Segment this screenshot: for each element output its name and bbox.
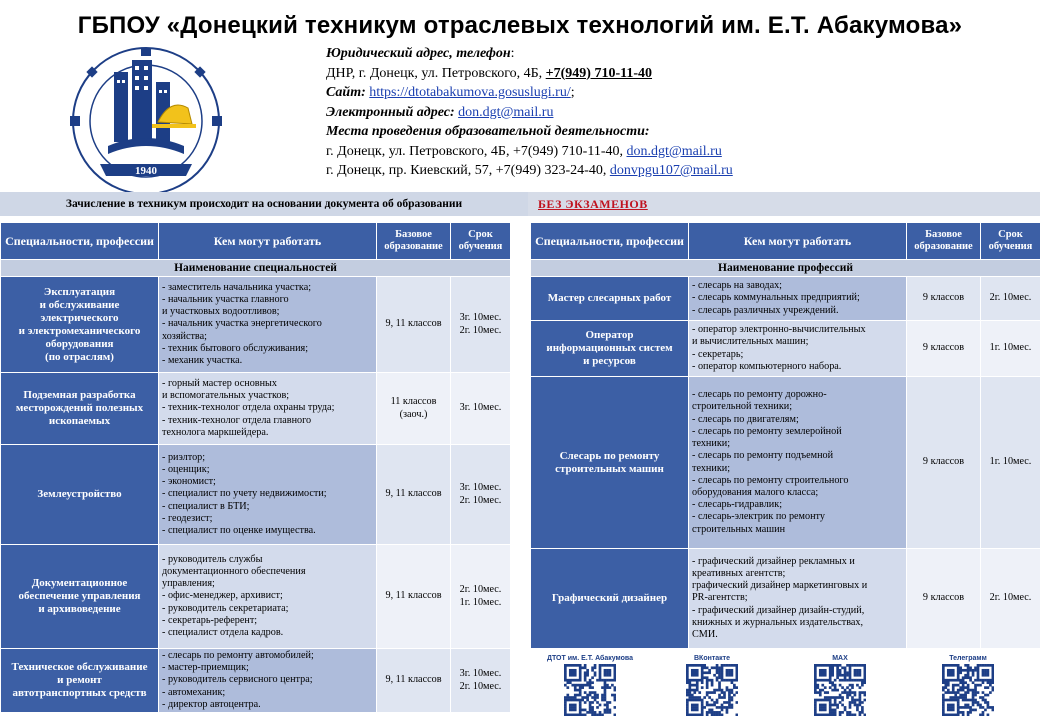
qr-label: ДТОТ им. Е.Т. Абакумова bbox=[546, 655, 634, 662]
base-education: 9, 11 классов bbox=[377, 545, 451, 649]
places-label: Места проведения образовательной деятельности: bbox=[326, 124, 650, 139]
base-education: 9 классов bbox=[907, 377, 981, 549]
vk-qr-code-icon[interactable] bbox=[686, 664, 738, 716]
table-row bbox=[1, 649, 511, 713]
specialty-name: Слесарь по ремонту строительных машин bbox=[531, 377, 689, 549]
specialty-name: Эксплуатация и обслуживание электрического и электромеханического оборудования (по отраслям) bbox=[1, 277, 159, 373]
jobs-list: - руководитель службы документационного обеспечения управления; - офис-менеджер, архивист; - руководитель секретариата; - секретарь-референт; - специалист отдела кадров. bbox=[159, 545, 377, 649]
base-education: 9, 11 классов bbox=[377, 277, 451, 373]
study-term: 2г. 10мес. bbox=[981, 549, 1040, 649]
professions-table bbox=[530, 222, 1040, 649]
column-header-specialty: Специальности, профессии bbox=[531, 223, 689, 260]
study-term: 3г. 10мес. 2г. 10мес. bbox=[451, 445, 511, 545]
jobs-list: - оператор электронно-вычислительных и вычислительных машин; - секретарь; - оператор компьютерного набора. bbox=[689, 321, 907, 377]
college-logo bbox=[62, 46, 230, 196]
specialty-name: Оператор информационных систем и ресурсов bbox=[531, 321, 689, 377]
base-education: 9, 11 классов bbox=[377, 445, 451, 545]
jobs-list: - заместитель начальника участка; - начальник участка главного и участковых водоотливов; - начальник участка энергетического хозяйства; - техник бытового обслуживания; - механик участка. bbox=[159, 277, 377, 373]
base-education: 9 классов bbox=[907, 549, 981, 649]
table-subheader: Наименование специальностей bbox=[1, 260, 511, 277]
qr-label: Телеграмм bbox=[949, 655, 987, 662]
study-term: 2г. 10мес. bbox=[981, 277, 1040, 321]
qr-block-vk[interactable] bbox=[662, 654, 762, 720]
email-link[interactable]: don.dgt@mail.ru bbox=[458, 104, 554, 120]
table-row bbox=[1, 373, 511, 445]
legal-address: ДНР, г. Донецк, ул. Петровского, 4Б, bbox=[326, 65, 546, 81]
column-header-term: Срок обучения bbox=[451, 223, 511, 260]
column-header-jobs: Кем могут работать bbox=[159, 223, 377, 260]
place2-text: г. Донецк, пр. Киевский, 57, +7(949) 323-24-40, bbox=[326, 163, 610, 178]
jobs-list: - слесарь по ремонту автомобилей; - мастер-приемщик; - руководитель сервисного центра; - автомеханик; - директор автоцентра. bbox=[159, 649, 377, 713]
site-link[interactable]: https://dtotabakumova.gosuslugi.ru/ bbox=[369, 85, 571, 100]
column-header-term: Срок обучения bbox=[981, 223, 1040, 260]
jobs-list: - слесарь на заводах; - слесарь коммунальных предприятий; - слесарь различных учреждений. bbox=[689, 277, 907, 321]
logo-year: 1940 bbox=[135, 165, 157, 177]
legal-phone: +7(949) 710-11-40 bbox=[545, 65, 653, 81]
jobs-list: - горный мастер основных и вспомогательных участков; - техник-технолог отдела охраны труда; - техник-технолог отдела главного технолога маркшейдера. bbox=[159, 373, 377, 445]
page-title: ГБПОУ «Донецкий техникум отраслевых технологий им. Е.Т. Абакумова» bbox=[77, 12, 963, 39]
study-term: 3г. 10мес. 2г. 10мес. bbox=[451, 649, 511, 713]
table-row bbox=[1, 277, 511, 373]
base-education: 9 классов bbox=[907, 277, 981, 321]
qr-code-icon[interactable] bbox=[564, 664, 616, 716]
qr-block-telegram[interactable] bbox=[918, 654, 1018, 720]
table-row bbox=[531, 549, 1040, 649]
email-label: Электронный адрес: bbox=[326, 104, 455, 120]
legal-label: Юридический адрес, телефон bbox=[326, 46, 511, 61]
specialty-name: Графический дизайнер bbox=[531, 549, 689, 649]
table-row bbox=[531, 321, 1040, 377]
place1-email-link[interactable]: don.dgt@mail.ru bbox=[626, 143, 722, 159]
study-term: 3г. 10мес. 2г. 10мес. bbox=[451, 277, 511, 373]
specialty-name: Подземная разработка месторождений полезных ископаемых bbox=[1, 373, 159, 445]
study-term: 2г. 10мес. 1г. 10мес. bbox=[451, 545, 511, 649]
professions-body bbox=[531, 260, 1040, 649]
qr-label: MAX bbox=[832, 655, 848, 662]
column-header-specialty: Специальности, профессии bbox=[1, 223, 159, 260]
study-term: 3г. 10мес. bbox=[451, 373, 511, 445]
jobs-list: - слесарь по ремонту дорожно- строительной техники; - слесарь по двигателям; - слесарь по ремонту землеройной техники; - слесарь по ремонту подъемной техники; - слесарь по ремонту строительного оборудования малого класса; - слесарь-гидравлик; - слесарь-электрик по ремонту строительных машин bbox=[689, 377, 907, 549]
admission-banner bbox=[0, 192, 1040, 216]
place1-text: г. Донецк, ул. Петровского, 4Б, +7(949) 710-11-40, bbox=[326, 143, 627, 159]
telegram-qr-code-icon[interactable] bbox=[942, 664, 994, 716]
site-label: Сайт: bbox=[326, 85, 366, 100]
study-term: 1г. 10мес. bbox=[981, 377, 1040, 549]
place2-email-link[interactable]: donvpgu107@mail.ru bbox=[609, 163, 733, 178]
study-term: 1г. 10мес. bbox=[981, 321, 1040, 377]
specialty-name: Техническое обслуживание и ремонт автотранспортных средств bbox=[1, 649, 159, 713]
admission-note: Зачисление в техникум происходит на основании документа об образовании bbox=[0, 192, 528, 216]
table-row bbox=[531, 277, 1040, 321]
specialty-name: Землеустройство bbox=[1, 445, 159, 545]
max-qr-code-icon[interactable] bbox=[814, 664, 866, 716]
qr-block-max[interactable] bbox=[790, 654, 890, 720]
column-header-base: Базовое образование bbox=[377, 223, 451, 260]
base-education: 11 классов (заоч.) bbox=[377, 373, 451, 445]
qr-label: ВКонтакте bbox=[694, 655, 730, 662]
table-subheader: Наименование профессий bbox=[531, 260, 1040, 277]
qr-block-site[interactable] bbox=[540, 654, 640, 720]
table-row bbox=[1, 445, 511, 545]
base-education: 9, 11 классов bbox=[377, 649, 451, 713]
table-row bbox=[531, 377, 1040, 549]
specialties-body bbox=[1, 260, 511, 713]
no-exams-note: БЕЗ ЭКЗАМЕНОВ bbox=[538, 197, 648, 211]
jobs-list: - графический дизайнер рекламных и креативных агентств; графический дизайнер маркетинговых и PR-агентств; - графический дизайнер дизайн-студий, книжных и журнальных издательствах, СМИ. bbox=[689, 549, 907, 649]
contact-block: Юридический адрес, телефон: ДНР, г. Донецк, ул. Петровского, 4Б, +7(949) 710-11-40 Сайт: https://dtotabakumova.gosuslugi.ru/; Электронный адрес: don.dgt@mail.ru Места проведения образовательной деятельности: г. Донецк, ул. Петровского, 4Б, +7(949) 710-11-40, don.dgt@mail.ru г. Донецк, пр. Киевский, 57, +7(949) 323-24-40, donvpgu107@mail.ru bbox=[326, 46, 733, 178]
column-header-base: Базовое образование bbox=[907, 223, 981, 260]
specialty-name: Документационное обеспечение управления и архивоведение bbox=[1, 545, 159, 649]
base-education: 9 классов bbox=[907, 321, 981, 377]
specialty-name: Мастер слесарных работ bbox=[531, 277, 689, 321]
jobs-list: - риэлтор; - оценщик; - экономист; - специалист по учету недвижимости; - специалист в БТИ; - геодезист; - специалист по оценке имущества. bbox=[159, 445, 377, 545]
column-header-jobs: Кем могут работать bbox=[689, 223, 907, 260]
table-row bbox=[1, 545, 511, 649]
specialties-table bbox=[0, 222, 511, 713]
